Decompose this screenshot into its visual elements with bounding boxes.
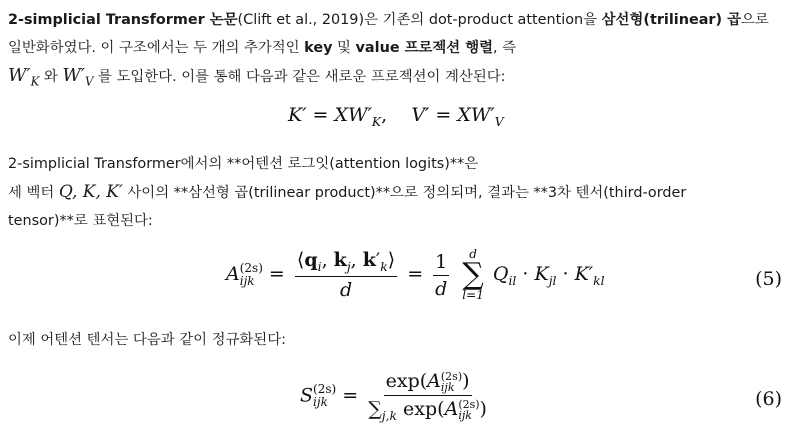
paper-title: 2-simplicial Transformer 논문 bbox=[8, 12, 238, 28]
logits-paragraph bbox=[8, 150, 786, 235]
logits-text: 세 벡터 bbox=[8, 185, 59, 201]
key-highlight: key bbox=[304, 40, 333, 56]
intro-text: 를 도입한다. 이를 통해 다음과 같은 새로운 프로젝션이 계산된다: bbox=[93, 69, 506, 85]
intro-text: , 즉 bbox=[493, 40, 517, 56]
equation-5: A (2s) ijk = $\frac{⟨q_i, k_j, k'_k⟩}{d}$ = $\frac{1}{d}$ d ∑ l=1 $Q_{il} \cdot K_{jl} \cdot K'_{kl}$ bbox=[226, 247, 605, 302]
math-wv-prime: $W'_V$ bbox=[62, 65, 94, 89]
value-projection-highlight: value 프로젝션 행렬 bbox=[355, 40, 494, 56]
logits-text: tensor)**로 표현된다: bbox=[8, 213, 153, 229]
normalize-paragraph bbox=[8, 326, 786, 354]
equation-6: S (2s) ijk = exp(A (2s) ijk ) $\sum_{j,k}$ exp(A (2s) ijk ) bbox=[300, 370, 487, 423]
intro-text: 으로 일반화하였다. 이 구조에서는 두 개의 추가적인 bbox=[8, 12, 769, 56]
intro-paragraph bbox=[8, 6, 786, 96]
equation-5-number: (5) bbox=[755, 268, 782, 290]
logits-text: 사이의 **삼선형 곱(trilinear product)**으로 정의되며, 결과는 **3차 텐서(third-order bbox=[122, 185, 687, 201]
math-qkk-prime: Q, K, K′ bbox=[58, 182, 123, 202]
intro-text: 와 bbox=[39, 69, 63, 85]
logits-text: 2-simplicial Transformer에서의 **어텐션 로그잇(attention logits)**은 bbox=[8, 156, 479, 172]
equation-6-number: (6) bbox=[755, 388, 782, 410]
trilinear-highlight: 삼선형(trilinear) 곱 bbox=[601, 12, 742, 28]
citation: (Clift et al., 2019) bbox=[237, 12, 365, 28]
intro-text: 은 기존의 dot-product attention을 bbox=[364, 12, 602, 28]
projection-equation: $K' = XW'_K$, $V' = XW'_V$ bbox=[288, 104, 504, 129]
normalize-text: 이제 어텐션 텐서는 다음과 같이 정규화된다: bbox=[8, 332, 286, 348]
intro-text: 및 bbox=[332, 40, 356, 56]
math-wk-prime: $W'_K$ bbox=[8, 65, 40, 89]
